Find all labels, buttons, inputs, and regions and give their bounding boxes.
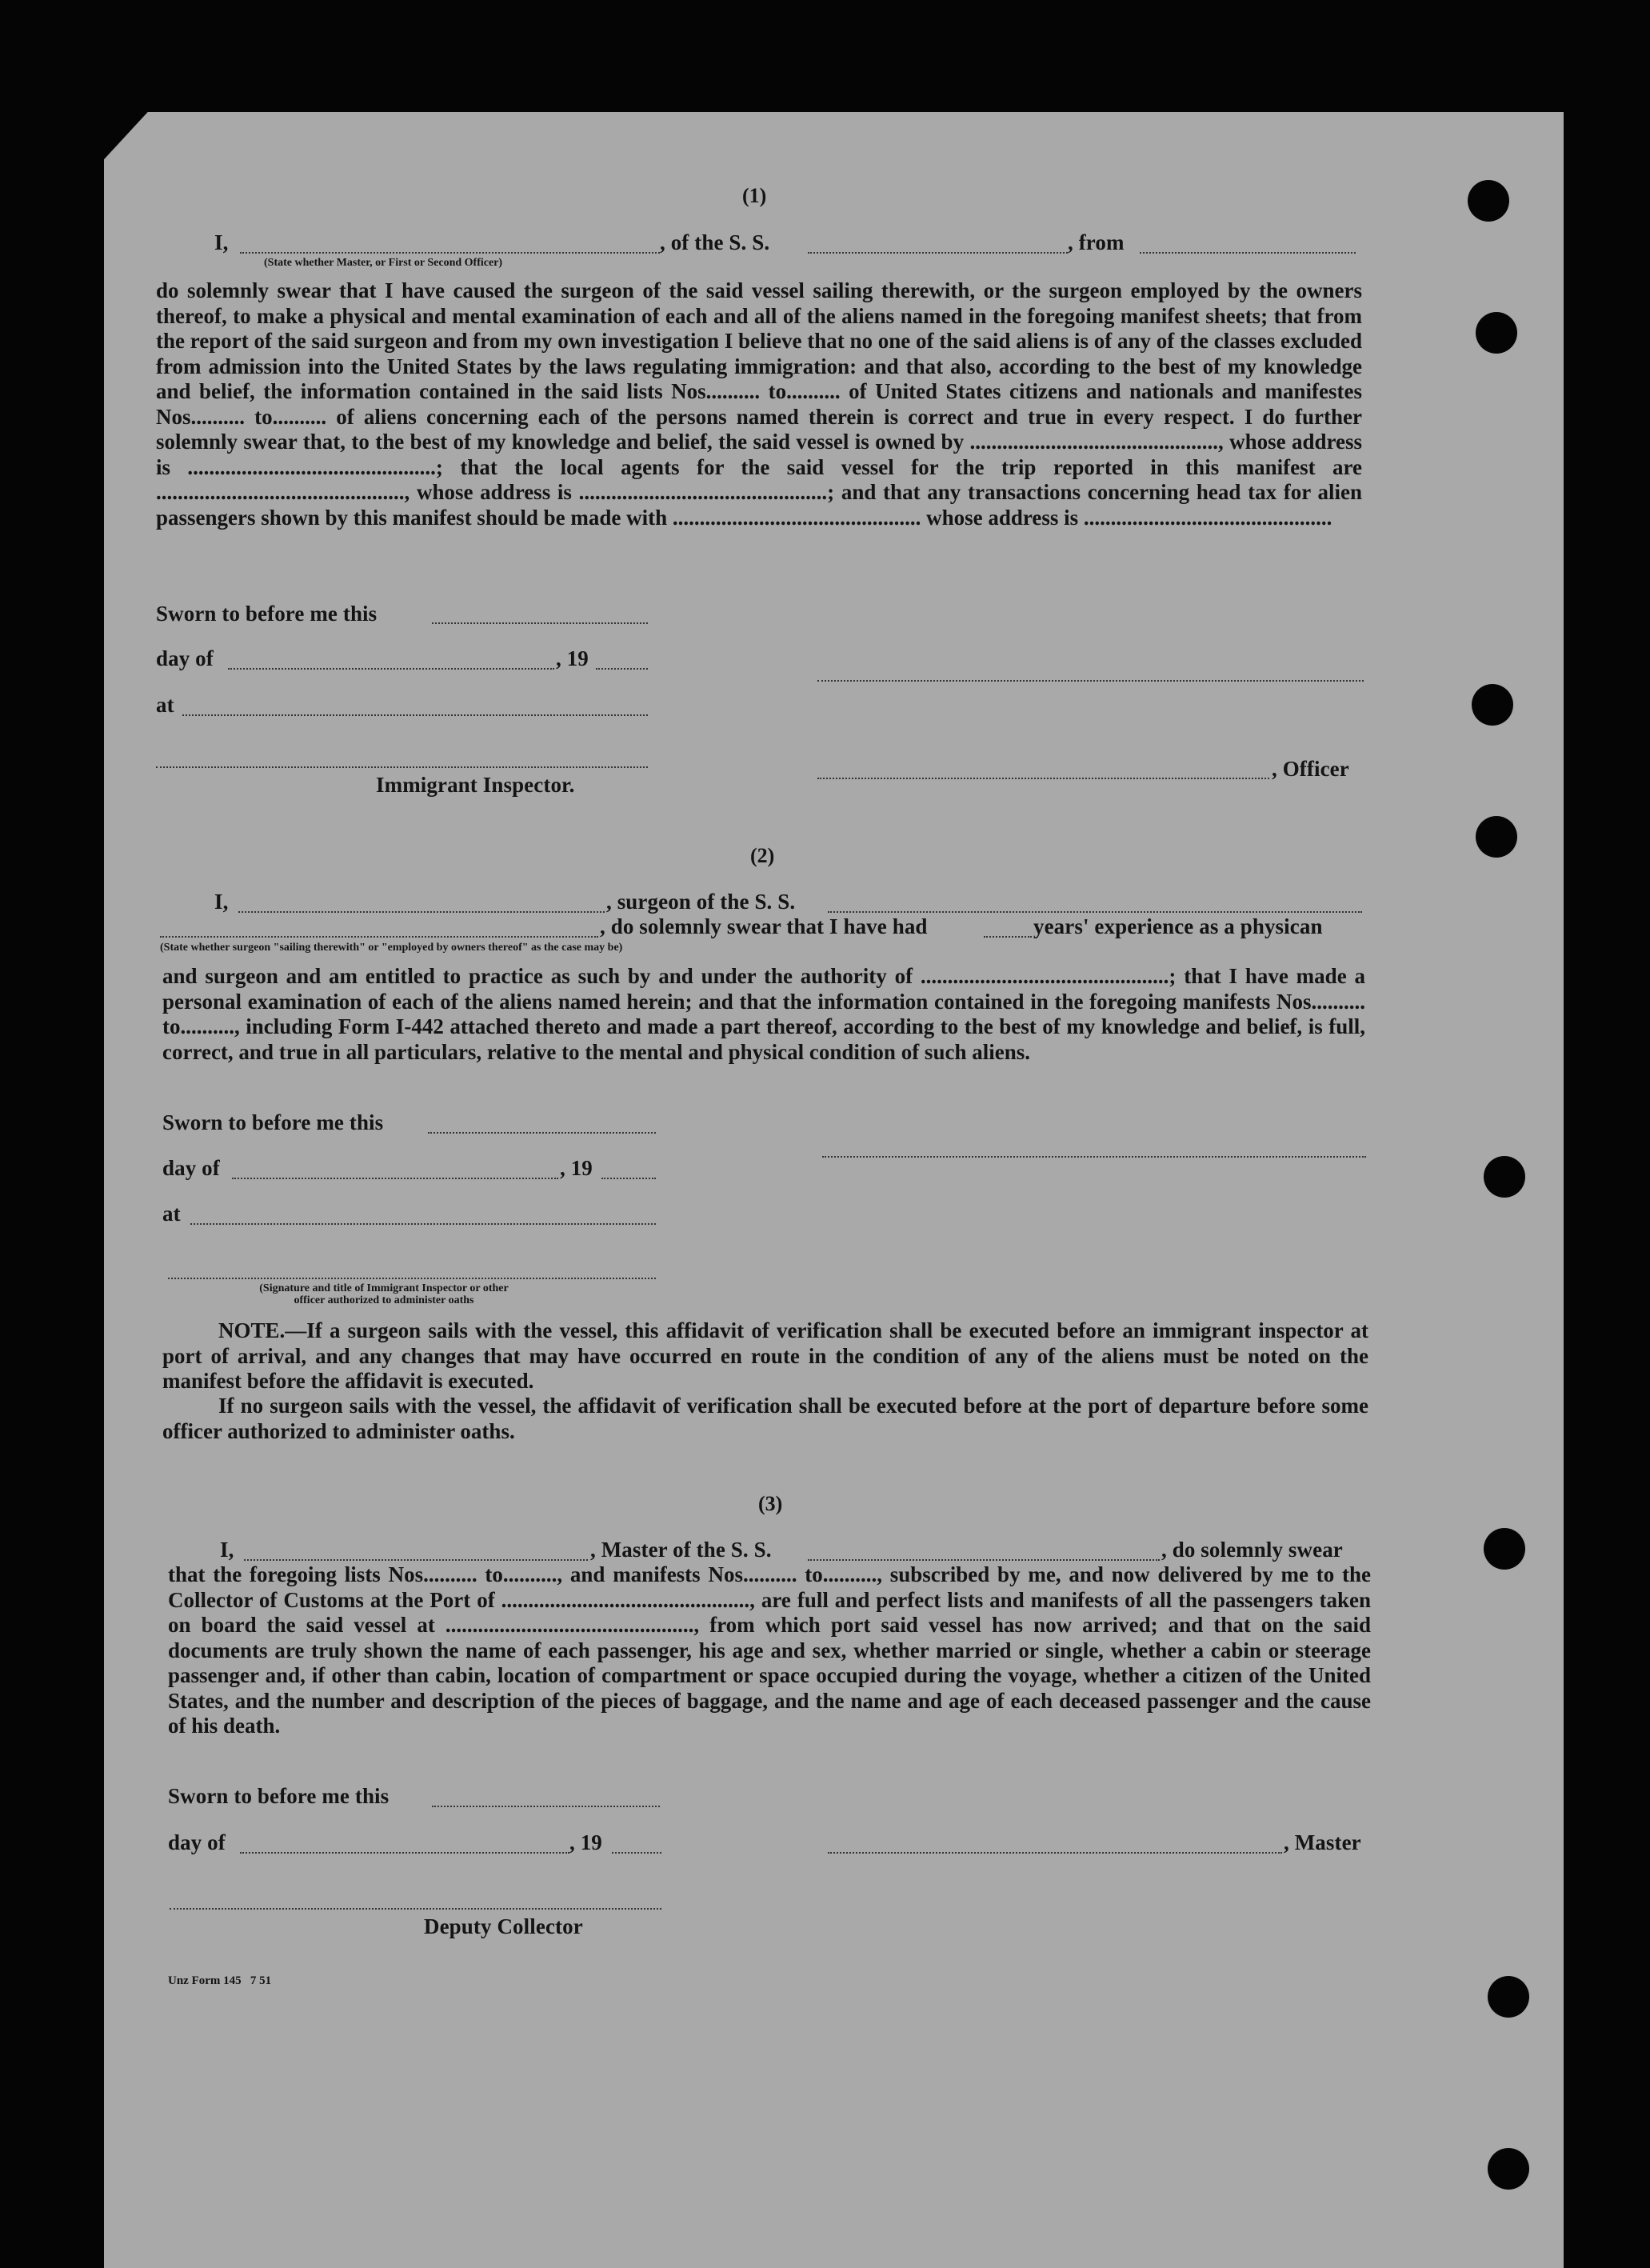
- surgeon-status-field[interactable]: [160, 936, 598, 938]
- deputy-label: Deputy Collector: [424, 1914, 583, 1938]
- inspector-sign-field-1[interactable]: [156, 766, 648, 768]
- master-ship: , Master of the S. S.: [590, 1538, 772, 1562]
- surgeon-years: years' experience as a physican: [1033, 914, 1323, 938]
- sworn-field-3[interactable]: [432, 1806, 660, 1807]
- surgeon-ship-field[interactable]: [828, 911, 1362, 913]
- section3-number: (3): [758, 1492, 783, 1515]
- officer-caption: (State whether Master, or First or Second Officer): [264, 257, 503, 269]
- form-id: Unz Form 145 7 51: [168, 1974, 272, 1987]
- year-label-1: , 19: [556, 646, 589, 670]
- surgeon-ship: , surgeon of the S. S.: [606, 890, 796, 914]
- oath-from: , from: [1068, 230, 1125, 254]
- section1-paragraph: do solemnly swear that I have caused the surgeon of the said vessel sailing therewith, or the surgeon employed by the owners thereof, to make a physical and mental examination of each and all of the aliens named in the foregoing manifest sheets; that from the report of the said surgeon and from my own investigation I believe that no one of the said aliens is of any of the classes excluded from admission into the United States by the laws regulating immigration: and that also, according to the best of my knowledge and belief, the information contained in the said lists Nos.......... to.......... of United States citizens and nationals and manifestes Nos.......... to.......... of aliens concerning each of the persons named therein is correct and true in every respect. I do further solemnly swear that, to the best of my knowledge and belief, the said vessel is owned by .............................................., whose address is ..............................................; that the local agents for the said vessel for the trip reported in this manifest are .............................................., whose address is ..............................................; and that any transactions concerning head tax for alien passengers shown by this manifest should be made with .............................................. whose address is ..............................................: [156, 278, 1363, 530]
- signature-field-1[interactable]: [817, 680, 1364, 682]
- day-field-3[interactable]: [240, 1852, 569, 1854]
- at-label-2: at: [162, 1202, 181, 1226]
- signature-caption-line-2: officer authorized to administer oaths: [294, 1294, 474, 1306]
- section2-number: (2): [750, 844, 775, 867]
- year-field-1[interactable]: [596, 668, 648, 670]
- signature-caption: [196, 1282, 572, 1306]
- note-paragraph-1: NOTE.—If a surgeon sails with the vessel, this affidavit of verification shall be executed before an immigrant inspector at port of arrival, and any changes that may have occurred en route in the condition of any of the aliens must be noted on the manifest before the affidavit is executed.: [162, 1318, 1368, 1393]
- master-swear: , do solemnly swear: [1161, 1538, 1343, 1562]
- officer-sign-field[interactable]: [817, 778, 1269, 779]
- years-field[interactable]: [984, 936, 1032, 938]
- sworn-label-3: Sworn to before me this: [168, 1784, 390, 1808]
- ship-name-field[interactable]: [808, 252, 1068, 254]
- punch-hole: [1476, 816, 1517, 858]
- surgeon-caption: (State whether surgeon "sailing therewith" or "employed by owners thereof" as the case may be): [160, 942, 623, 954]
- master-ship-field[interactable]: [808, 1559, 1160, 1561]
- day-field-2[interactable]: [232, 1178, 558, 1179]
- master-name-field[interactable]: [244, 1559, 588, 1561]
- oath-ship: , of the S. S.: [660, 230, 770, 254]
- signature-field-2[interactable]: [822, 1156, 1366, 1158]
- inspector-sign-field-2[interactable]: [168, 1278, 656, 1279]
- note-paragraph-2: If no surgeon sails with the vessel, the affidavit of verification shall be executed before at the port of departure before some officer authorized to administer oaths.: [162, 1394, 1368, 1443]
- year-label-3: , 19: [569, 1830, 602, 1854]
- dayof-label-3: day of: [168, 1830, 226, 1854]
- section2-paragraph: and surgeon and am entitled to practice as such by and under the authority of ..............................................; that I have made a personal examination of each of the aliens named herein; and that the information contained in the foregoing manifests Nos.......... to.........., including Form I-442 attached thereto and made a part thereof, according to the best of my knowledge and belief, is full, correct, and true in all particulars, relative to the mental and physical condition of such aliens.: [162, 964, 1365, 1064]
- punch-hole: [1484, 1156, 1525, 1198]
- sworn-field-1[interactable]: [432, 622, 648, 624]
- master-i: I,: [220, 1538, 234, 1562]
- punch-hole: [1468, 180, 1509, 222]
- punch-hole: [1488, 1976, 1529, 2018]
- officer-name-field[interactable]: [240, 252, 660, 254]
- surgeon-swear: , do solemnly swear that I have had: [600, 914, 928, 938]
- year-field-2[interactable]: [601, 1178, 656, 1179]
- at-label-1: at: [156, 693, 174, 717]
- day-field-1[interactable]: [228, 668, 554, 670]
- section1-number: (1): [742, 184, 767, 207]
- sworn-field-2[interactable]: [428, 1132, 656, 1134]
- surgeon-name-field[interactable]: [238, 911, 605, 913]
- at-field-2[interactable]: [190, 1223, 656, 1225]
- dayof-label-2: day of: [162, 1156, 220, 1180]
- year-label-2: , 19: [560, 1156, 593, 1180]
- oath-i: I,: [214, 230, 229, 254]
- sworn-label-1: Sworn to before me this: [156, 602, 378, 626]
- section3-paragraph: that the foregoing lists Nos.......... to.........., and manifests Nos.......... to.........., subscribed by me, and now delivered by me to the Collector of Customs at the Port of .............................................., are full and perfect lists and manifests of all the passengers taken on board the said vessel at .............................................., from which port said vessel has now arrived; and that on the said documents are truly shown the name of each passenger, his age and sex, whether married or single, whether a cabin or steerage passenger and, if other than cabin, location of compartment or space occupied during the voyage, whether a citizen of the United States, and the number and description of the pieces of baggage, and the name and age of each deceased passenger and the cause of his death.: [168, 1562, 1371, 1738]
- officer-label: , Officer: [1272, 757, 1349, 781]
- punch-hole: [1476, 312, 1517, 354]
- at-field-1[interactable]: [182, 714, 648, 716]
- master-sign-field[interactable]: [828, 1852, 1282, 1854]
- inspector-label-1: Immigrant Inspector.: [376, 773, 575, 797]
- punch-hole: [1472, 684, 1513, 726]
- signature-caption-line-1: (Signature and title of Immigrant Inspector or other: [259, 1282, 509, 1294]
- deputy-sign-field[interactable]: [170, 1908, 661, 1910]
- sworn-label-2: Sworn to before me this: [162, 1110, 384, 1134]
- master-label: , Master: [1284, 1830, 1361, 1854]
- punch-hole: [1488, 2148, 1529, 2190]
- from-port-field[interactable]: [1140, 252, 1356, 254]
- dayof-label-1: day of: [156, 646, 214, 670]
- year-field-3[interactable]: [612, 1852, 661, 1854]
- surgeon-i: I,: [214, 890, 229, 914]
- punch-hole: [1484, 1528, 1525, 1570]
